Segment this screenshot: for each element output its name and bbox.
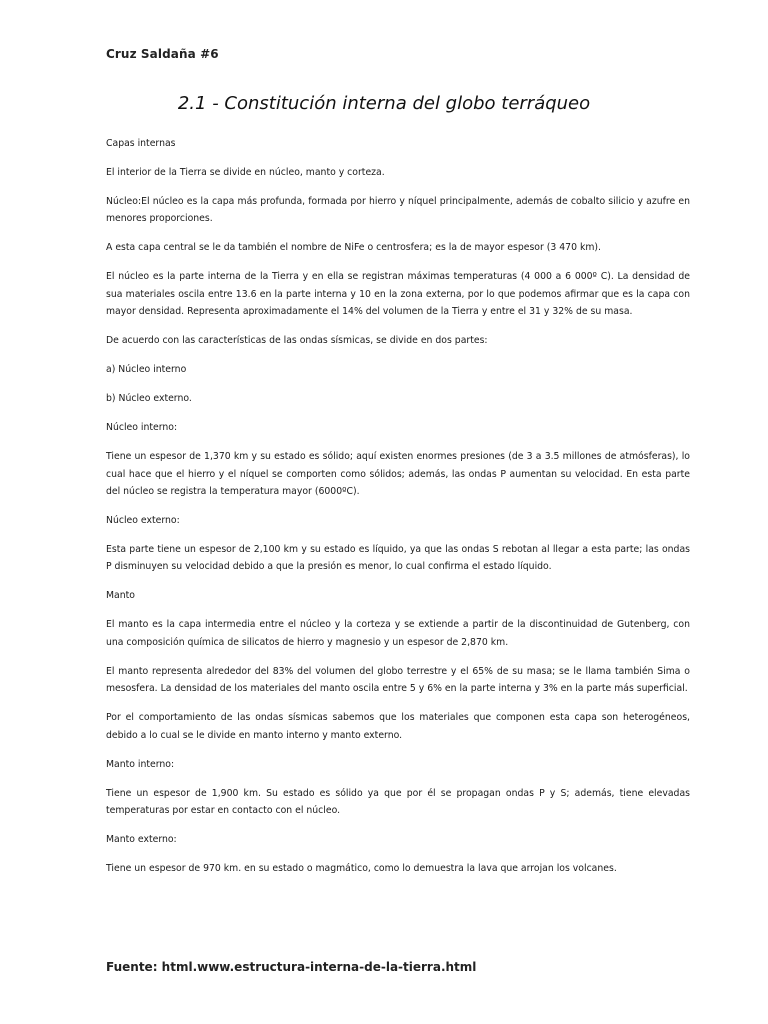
document-body (106, 135, 690, 877)
section-heading-manto: Manto (106, 590, 135, 602)
paragraph-nife: A esta capa central se le da también el nombre de NiFe o centrosfera; es la de mayor espesor (3 470 km). (106, 242, 601, 254)
source-footer: Fuente: html.www.estructura-interna-de-la-tierra.html (106, 960, 477, 974)
subheading-nucleo-externo: Núcleo externo: (106, 515, 180, 527)
paragraph-manto-interno: Tiene un espesor de 1,900 km. Su estado es sólido ya que por él se propagan ondas P y S; además, tiene elevadas temperaturas por estar en contacto con el núcleo. (106, 787, 690, 817)
list-item-nucleo-interno: a) Núcleo interno (106, 364, 187, 376)
paragraph-intro: El interior de la Tierra se divide en núcleo, manto y corteza. (106, 167, 385, 178)
paragraph-nucleo: Núcleo:El núcleo es la capa más profunda, formada por hierro y níquel principalmente, además de cobalto silicio y azufre en menores proporciones. (106, 196, 690, 225)
paragraph-manto: El manto es la capa intermedia entre el núcleo y la corteza y se extiende a partir de la discontinuidad de Gutenberg, con una composición química de silicatos de hierro y magnesio y un espesor de 2,870 km. (106, 619, 690, 648)
paragraph-nucleo-interno: Tiene un espesor de 1,370 km y su estado es sólido; aquí existen enormes presiones (de 3 a 3.5 millones de atmósferas), lo cual hace que el hierro y el níquel se comporten como sólidos; además, las ondas P aumentan su velocidad. En esta parte del núcleo se registra la temperatura mayor (6000ºC). (106, 451, 690, 498)
author-label: Cruz Saldaña #6 (106, 47, 219, 61)
paragraph-nucleo-temperaturas: El núcleo es la parte interna de la Tierra y en ella se registran máximas temperaturas (4 000 a 6 000º C). La densidad de sua materiales oscila entre 13.6 en la parte interna y 10 en la zona externa, por lo que podemos afirmar que es la capa con mayor densidad. Representa aproximadamente el 14% del volumen de la Tierra y entre el 31 y 32% de su masa. (106, 271, 690, 318)
subheading-nucleo-interno: Núcleo interno: (106, 422, 178, 434)
subheading-manto-interno: Manto interno: (106, 758, 175, 770)
paragraph-manto-volumen: El manto representa alrededor del 83% del volumen del globo terrestre y el 65% de su masa; se le llama también Sima o mesosfera. La densidad de los materiales del manto oscila entre 5 y 6% en la parte interna y 3% en la parte más superficial. (106, 665, 690, 695)
paragraph-ondas-sismicas: De acuerdo con las características de las ondas sísmicas, se divide en dos partes: (106, 335, 488, 347)
list-item-nucleo-externo: b) Núcleo externo. (106, 393, 192, 405)
subheading-manto-externo: Manto externo: (106, 834, 177, 846)
section-heading-capas-internas: Capas internas (106, 138, 176, 149)
paragraph-manto-heterogeneo: Por el comportamiento de las ondas sísmicas sabemos que los materiales que componen esta capa son heterogéneos, debido a lo cual se le divide en manto interno y manto externo. (106, 712, 690, 741)
paragraph-nucleo-externo: Esta parte tiene un espesor de 2,100 km y su estado es líquido, ya que las ondas S rebotan al llegar a esta parte; las ondas P disminuyen su velocidad debido a que la presión es menor, lo cual confirma el estado líquido. (106, 544, 690, 573)
page-title: 2.1 - Constitución interna del globo terráqueo (177, 93, 591, 114)
paragraph-manto-externo: Tiene un espesor de 970 km. en su estado o magmático, como lo demuestra la lava que arrojan los volcanes. (106, 863, 617, 875)
